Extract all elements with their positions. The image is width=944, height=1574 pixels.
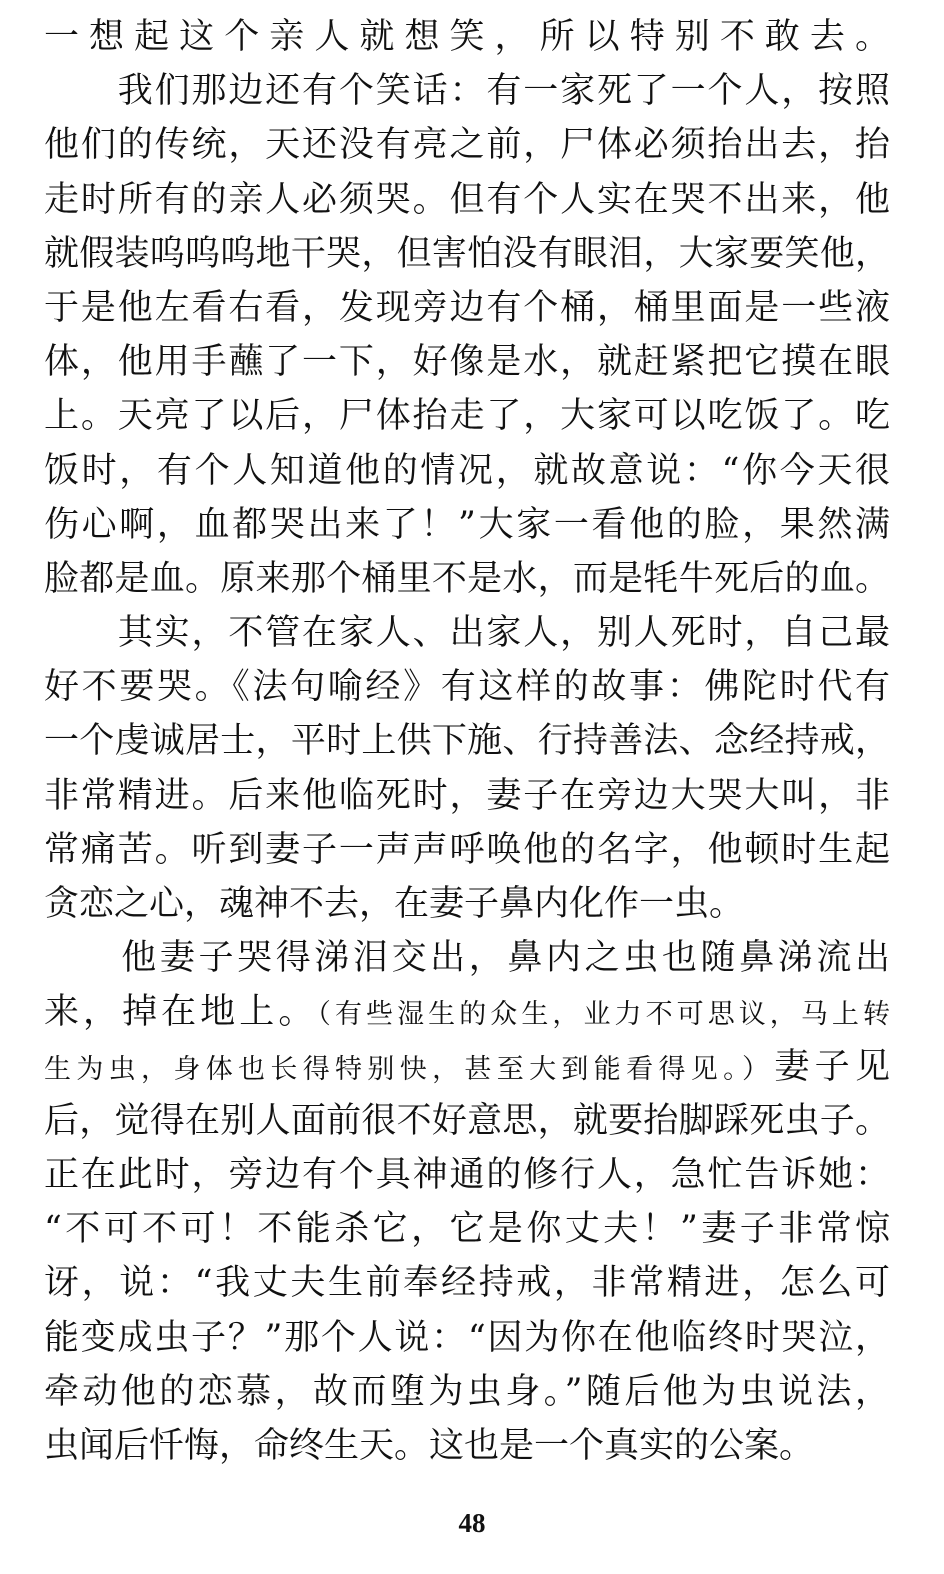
text-line: 一想起这个亲人就想笑，所以特别不敢去。: [44, 17, 890, 57]
body-text: [44, 10, 890, 1473]
text-line: 其实，不管在家人、出家人，别人死时，自己最: [44, 613, 890, 654]
text-segment: 妻子见: [774, 1046, 890, 1087]
text-line: 能变成虫子？”那个人说：“因为你在他临终时哭泣，: [44, 1317, 890, 1358]
text-line: “不可不可！不能杀它，它是你丈夫！”妻子非常惊: [44, 1209, 890, 1250]
text-line: 正在此时，旁边有个具神通的修行人，急忙告诉她：: [44, 1154, 890, 1195]
text-line: 贪恋之心，魂神不去，在妻子鼻内化作一虫。: [44, 884, 745, 924]
text-line: 于是他左看右看，发现旁边有个桶，桶里面是一些液: [44, 287, 890, 328]
text-line: 就假装呜呜呜地干哭，但害怕没有眼泪，大家要笑他，: [44, 233, 890, 274]
text-line: 脸都是血。原来那个桶里不是水，而是牦牛死后的血。: [44, 558, 890, 599]
text-line: 讶，说：“我丈夫生前奉经持戒，非常精进，怎么可: [44, 1263, 890, 1304]
text-segment: 来，掉在地上。: [44, 992, 318, 1033]
text-line: [44, 1040, 890, 1094]
text-line: 一个虔诚居士，平时上供下施、行持善法、念经持戒，: [44, 721, 890, 762]
text-line: 体，他用手蘸了一下，好像是水，就赶紧把它摸在眼: [44, 342, 890, 383]
text-line: 常痛苦。听到妻子一声声呼唤他的名字，他顿时生起: [44, 829, 890, 870]
text-line: 牵动他的恋慕，故而堕为虫身。”随后他为虫说法，: [44, 1371, 890, 1412]
text-line: 我们那边还有个笑话：有一家死了一个人，按照: [44, 71, 890, 112]
text-line: 走时所有的亲人必须哭。但有个人实在哭不出来，他: [44, 179, 890, 220]
text-line: 他妻子哭得涕泪交出，鼻内之虫也随鼻涕流出: [44, 938, 890, 979]
text-line: 伤心啊，血都哭出来了！”大家一看他的脸，果然满: [44, 504, 890, 545]
text-line: 虫闻后忏悔，命终生天。这也是一个真实的公案。: [44, 1425, 815, 1466]
text-line: 非常精进。后来他临死时，妻子在旁边大哭大叫，非: [44, 775, 890, 816]
text-line: 他们的传统，天还没有亮之前，尸体必须抬出去，抬: [44, 125, 890, 166]
text-line: 上。天亮了以后，尸体抬走了，大家可以吃饭了。吃: [44, 396, 890, 437]
text-line: [44, 985, 890, 1039]
parenthetical-note: （有些湿生的众生，业力不可思议，马上转: [317, 999, 890, 1031]
text-line: 后，觉得在别人面前很不好意思，就要抬脚踩死虫子。: [44, 1100, 890, 1141]
parenthetical-note: 生为虫，身体也长得特别快，甚至大到能看得见。）: [44, 1053, 775, 1085]
text-line: 好不要哭。《法句喻经》有这样的故事：佛陀时代有: [44, 667, 890, 708]
text-line: 饭时，有个人知道他的情况，就故意说：“你今天很: [44, 450, 890, 491]
page-number: 48: [458, 1508, 486, 1538]
